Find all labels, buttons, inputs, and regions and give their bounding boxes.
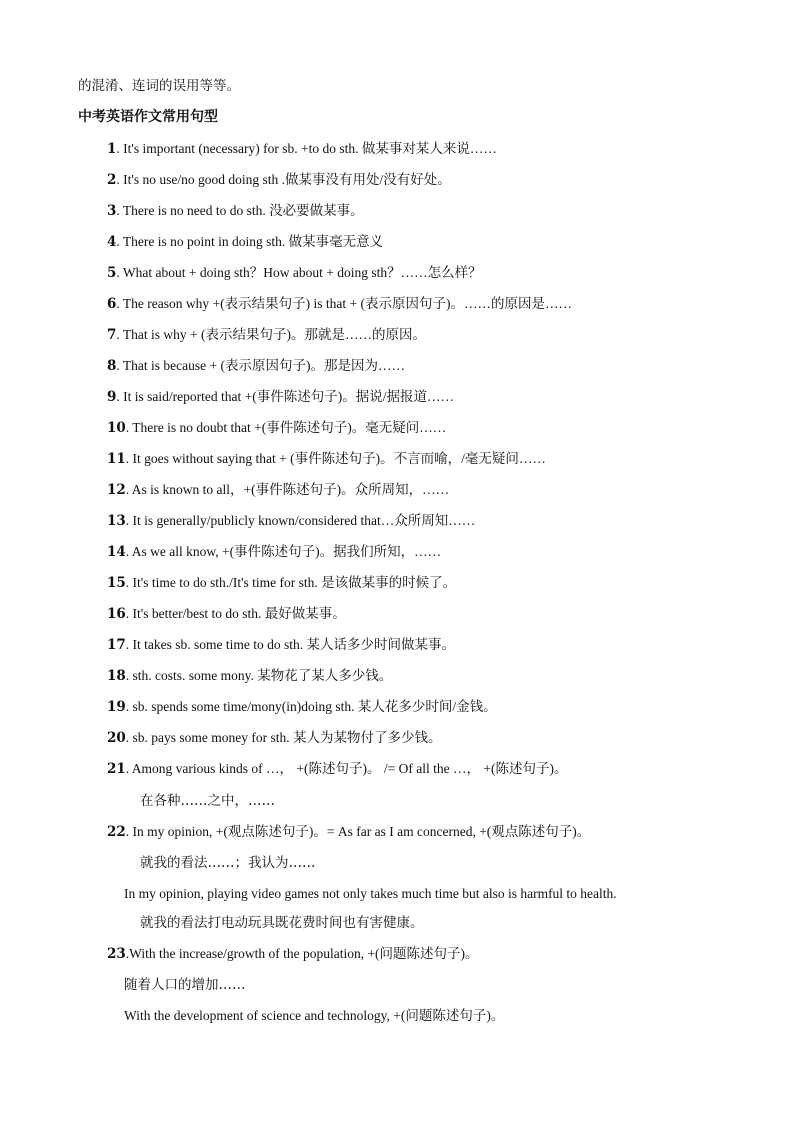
item-text: . As is known to all，+(事件陈述句子)。众所周知，……	[125, 482, 450, 497]
item-number: 20	[107, 730, 126, 746]
item-text: . It's better/best to do sth. 最好做某事。	[125, 606, 346, 621]
item-22-example-translation: 就我的看法打电动玩具既花费时间也有害健康。	[140, 915, 424, 931]
sentence-item	[107, 729, 442, 747]
sentence-item	[107, 945, 479, 963]
item-number: 23	[107, 946, 126, 962]
intro-text: 的混淆、连词的误用等等。	[78, 78, 240, 94]
item-number: 3	[107, 203, 117, 219]
sentence-item	[107, 295, 572, 313]
sentence-item	[107, 140, 497, 158]
item-text: . sb. pays some money for sth. 某人为某物付了多少钱。	[125, 730, 442, 745]
item-text: . It is generally/publicly known/considered that…众所周知……	[125, 513, 476, 528]
item-number: 6	[107, 296, 117, 312]
sentence-item	[107, 512, 475, 530]
item-number: 21	[107, 761, 126, 777]
sentence-item	[107, 264, 482, 282]
item-text: . That is because + (表示原因句子)。那是因为……	[116, 358, 405, 373]
item-number: 15	[107, 575, 126, 591]
item-number: 13	[107, 513, 126, 529]
item-text: . That is why + (表示结果句子)。那就是……的原因。	[116, 327, 427, 342]
item-21-translation: 在各种……之中，……	[140, 793, 275, 809]
item-number: 5	[107, 265, 117, 281]
item-number: 4	[107, 234, 117, 250]
item-22-translation: 就我的看法……；我认为……	[140, 855, 316, 871]
sentence-item	[107, 171, 451, 189]
sentence-item	[107, 574, 456, 592]
sentence-item	[107, 698, 497, 716]
item-number: 14	[107, 544, 126, 560]
item-text: . sb. spends some time/mony(in)doing sth. 某人花多少时间/金钱。	[125, 699, 497, 714]
item-text: . As we all know, +(事件陈述句子)。据我们所知，……	[125, 544, 442, 559]
item-text: . It takes sb. some time to do sth. 某人话多少时间做某事。	[125, 637, 456, 652]
item-text: . It goes without saying that + (事件陈述句子)。不言而喻，/毫无疑问……	[125, 451, 546, 466]
item-text: . There is no need to do sth. 没必要做某事。	[116, 203, 364, 218]
item-number: 12	[107, 482, 126, 498]
item-text: . In my opinion, +(观点陈述句子)。= As far as I am concerned, +(观点陈述句子)。	[125, 824, 591, 839]
sentence-item	[107, 388, 454, 406]
item-23-translation: 随着人口的增加……	[124, 977, 246, 993]
item-23-example: With the development of science and technology, +(问题陈述句子)。	[124, 1008, 505, 1023]
item-text: . sth. costs. some mony. 某物花了某人多少钱。	[125, 668, 393, 683]
item-text: . The reason why +(表示结果句子) is that + (表示原因句子)。……的原因是……	[116, 296, 572, 311]
item-text: . It's time to do sth./It's time for sth. 是该做某事的时候了。	[125, 575, 457, 590]
sentence-item	[107, 605, 346, 623]
sentence-item	[107, 202, 364, 220]
item-22-example: In my opinion, playing video games not only takes much time but also is harmful to health.	[124, 886, 617, 901]
item-text: . What about + doing sth？How about + doing sth？……怎么样？	[116, 265, 482, 280]
item-text: . There is no point in doing sth. 做某事毫无意义	[116, 234, 384, 249]
section-heading: 中考英语作文常用句型	[78, 109, 218, 125]
item-number: 8	[107, 358, 117, 374]
item-text: . There is no doubt that +(事件陈述句子)。毫无疑问……	[125, 420, 447, 435]
item-text: . Among various kinds of …， +(陈述句子)。 /= Of all the …， +(陈述句子)。	[125, 761, 568, 776]
item-number: 22	[107, 824, 126, 840]
sentence-item	[107, 667, 392, 685]
sentence-item	[107, 636, 455, 654]
item-number: 19	[107, 699, 126, 715]
item-number: 9	[107, 389, 117, 405]
sentence-item	[107, 419, 446, 437]
item-number: 2	[107, 172, 117, 188]
item-text: . It's no use/no good doing sth .做某事没有用处/没有好处。	[116, 172, 451, 187]
item-number: 7	[107, 327, 117, 343]
item-text: .With the increase/growth of the population, +(问题陈述句子)。	[125, 946, 479, 961]
sentence-item	[107, 450, 546, 468]
item-number: 1	[107, 141, 117, 157]
sentence-item	[107, 543, 441, 561]
sentence-item	[107, 233, 383, 251]
sentence-item	[107, 760, 567, 778]
item-text: . It is said/reported that +(事件陈述句子)。据说/据报道……	[116, 389, 454, 404]
item-number: 18	[107, 668, 126, 684]
sentence-item	[107, 326, 426, 344]
item-number: 16	[107, 606, 126, 622]
item-number: 10	[107, 420, 126, 436]
sentence-item	[107, 481, 449, 499]
item-number: 11	[107, 451, 126, 467]
sentence-item	[107, 357, 405, 375]
item-number: 17	[107, 637, 126, 653]
item-text: . It's important (necessary) for sb. +to do sth. 做某事对某人来说……	[116, 141, 497, 156]
sentence-item	[107, 823, 590, 841]
